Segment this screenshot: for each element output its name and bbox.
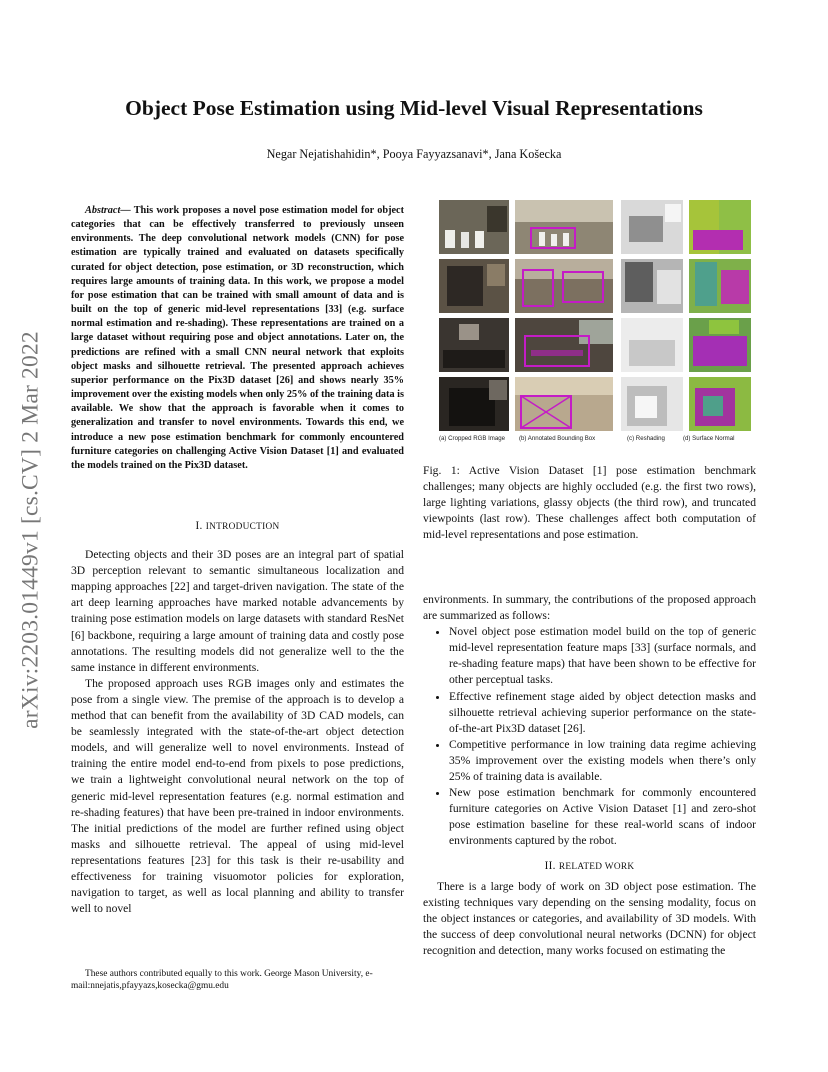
figure-column-labels xyxy=(431,435,761,449)
label-annotated-bbox: (b) Annotated Bounding Box xyxy=(519,435,596,442)
related-work-paragraph: There is a large body of work on 3D object pose estimation. The existing techniques vary depending on the sensing modality, focus on the object instances or categories, and availability of 3D models. With the success of deep convolutional neural networks (DCNN) for object recognition and detection, many works focused on estimating the xyxy=(423,879,756,957)
figure-1 xyxy=(423,196,756,451)
contribution-item: • Competitive performance in low training data regime achieving 35% improvement over the existing models when there’s only 25% of training data is available. xyxy=(449,737,756,785)
contribution-item: • New pose estimation benchmark for commonly encountered furniture categories on Active Vision Dataset [1] and zero-shot pose estimation baseline for these real-world scans of indoor environments captured by the robot. xyxy=(449,785,756,849)
intro-paragraph-2: The proposed approach uses RGB images only and estimates the pose from a single view. The premise of the approach is to develop a method that can benefit from the availability of 3D CAD models, can be seamlessly integrated with the state-of-the-art object detection models, and will generalize well to novel environments. Instead of training the entire model end-to-end from pixels to pose predictions, we train a lightweight convolutional neural network on the top of generic mid-level representation features (e.g. normal estimation and re-shading features) that have been pre-trained in indoor environments. The initial predictions of the model are further refined using object masks and silhouette retrieval. The appeal of using mid-level representations features [23] for this task is their re-usability and effectiveness for training visuomotor policies for exploration, navigation to target, as well as local planning and ability to transfer well to novel xyxy=(71,676,404,916)
arxiv-identifier: arXiv:2203.01449v1 [cs.CV] 2 Mar 2022 xyxy=(17,331,44,729)
label-reshading: (c) Reshading xyxy=(627,435,665,442)
footnote: These authors contributed equally to this work. George Mason University, e-mail:nnejatis,pfayyazs,kosecka@gmu.edu xyxy=(71,969,373,992)
label-cropped-rgb: (a) Cropped RGB Image xyxy=(439,435,506,442)
intro-section xyxy=(71,518,404,917)
intro-heading: I. INTRODUCTION xyxy=(195,520,280,532)
related-work-heading: II. RELATED WORK xyxy=(544,859,635,872)
contributions-section xyxy=(423,592,756,959)
figure-caption: Fig. 1: Active Vision Dataset [1] pose estimation benchmark challenges; many objects are highly occluded (e.g. the first two rows), large lighting variations, glassy objects (the third row), and truncated viewpoints (last row). These challenges affect both computation of mid-level representations and pose estimation. xyxy=(423,464,756,542)
abstract xyxy=(71,204,404,473)
label-surface-normal: (d) Surface Normal xyxy=(683,435,735,442)
contributions-list xyxy=(423,624,756,849)
contribution-item: • Effective refinement stage aided by object detection masks and silhouette retrieval achieving superior performance on the state-of-the-art Pix3D dataset [26]. xyxy=(449,689,756,737)
contribution-item: • Novel object pose estimation model build on the top of generic mid-level representation feature maps [33] (surface normals, and re-shading feature maps) that have been shown to be effective for other perceptual tasks. xyxy=(449,624,756,688)
abstract-text: — This work proposes a novel pose estimation model for object categories that can be effectively transferred to previously unseen environments. The deep convolutional network models (CNN) for pose estimation are typically trained and evaluated on datasets specifically curated for object detection, pose estimation, or 3D reconstruction, which requires large amounts of training data. In this work, we propose a model for pose estimation that can be trained with small amount of data and is built on the top of generic mid-level representations [33] (e.g. surface normal estimation and re-shading). These representations are trained on a large dataset without requiring pose and object annotations. Later on, the predictions are refined with a small CNN neural network that exploits object masks and silhouette retrieval. The presented approach achieves superior performance on the Pix3D dataset [26] and shows nearly 35% improvement over the existing models when only 25% of the training data is available. We show that the approach is favorable when it comes to generalization and transfer to novel environments. Towards this end, we introduce a new pose estimation benchmark for commonly encountered furniture categories on challenging Active Vision Dataset [1] and evaluated the models trained on the Pix3D dataset. xyxy=(71,205,404,471)
intro-paragraph-1: Detecting objects and their 3D poses are an integral part of spatial 3D perception relevant to semantic simultaneous localization and mapping approaches [22] and target-driven navigation. The state of the art deep learning approaches have marked notable advancements by training pose estimation models on large datasets with standard ResNet [6] backbone, requiring a large amount of training data and costly pose annotations. The resulting models did not generalize well to the the same instance in different environments. xyxy=(71,548,404,674)
contributions-intro: environments. In summary, the contributions of the proposed approach are summarized as follows: xyxy=(423,593,756,623)
author-list: Negar Nejatishahidin*, Pooya Fayyazsanavi*, Jana Košecka xyxy=(266,147,562,161)
abstract-label: Abstract xyxy=(85,205,121,216)
figure-image-grid xyxy=(439,200,751,431)
paper-title: Object Pose Estimation using Mid-level Visual Representations xyxy=(125,96,703,120)
